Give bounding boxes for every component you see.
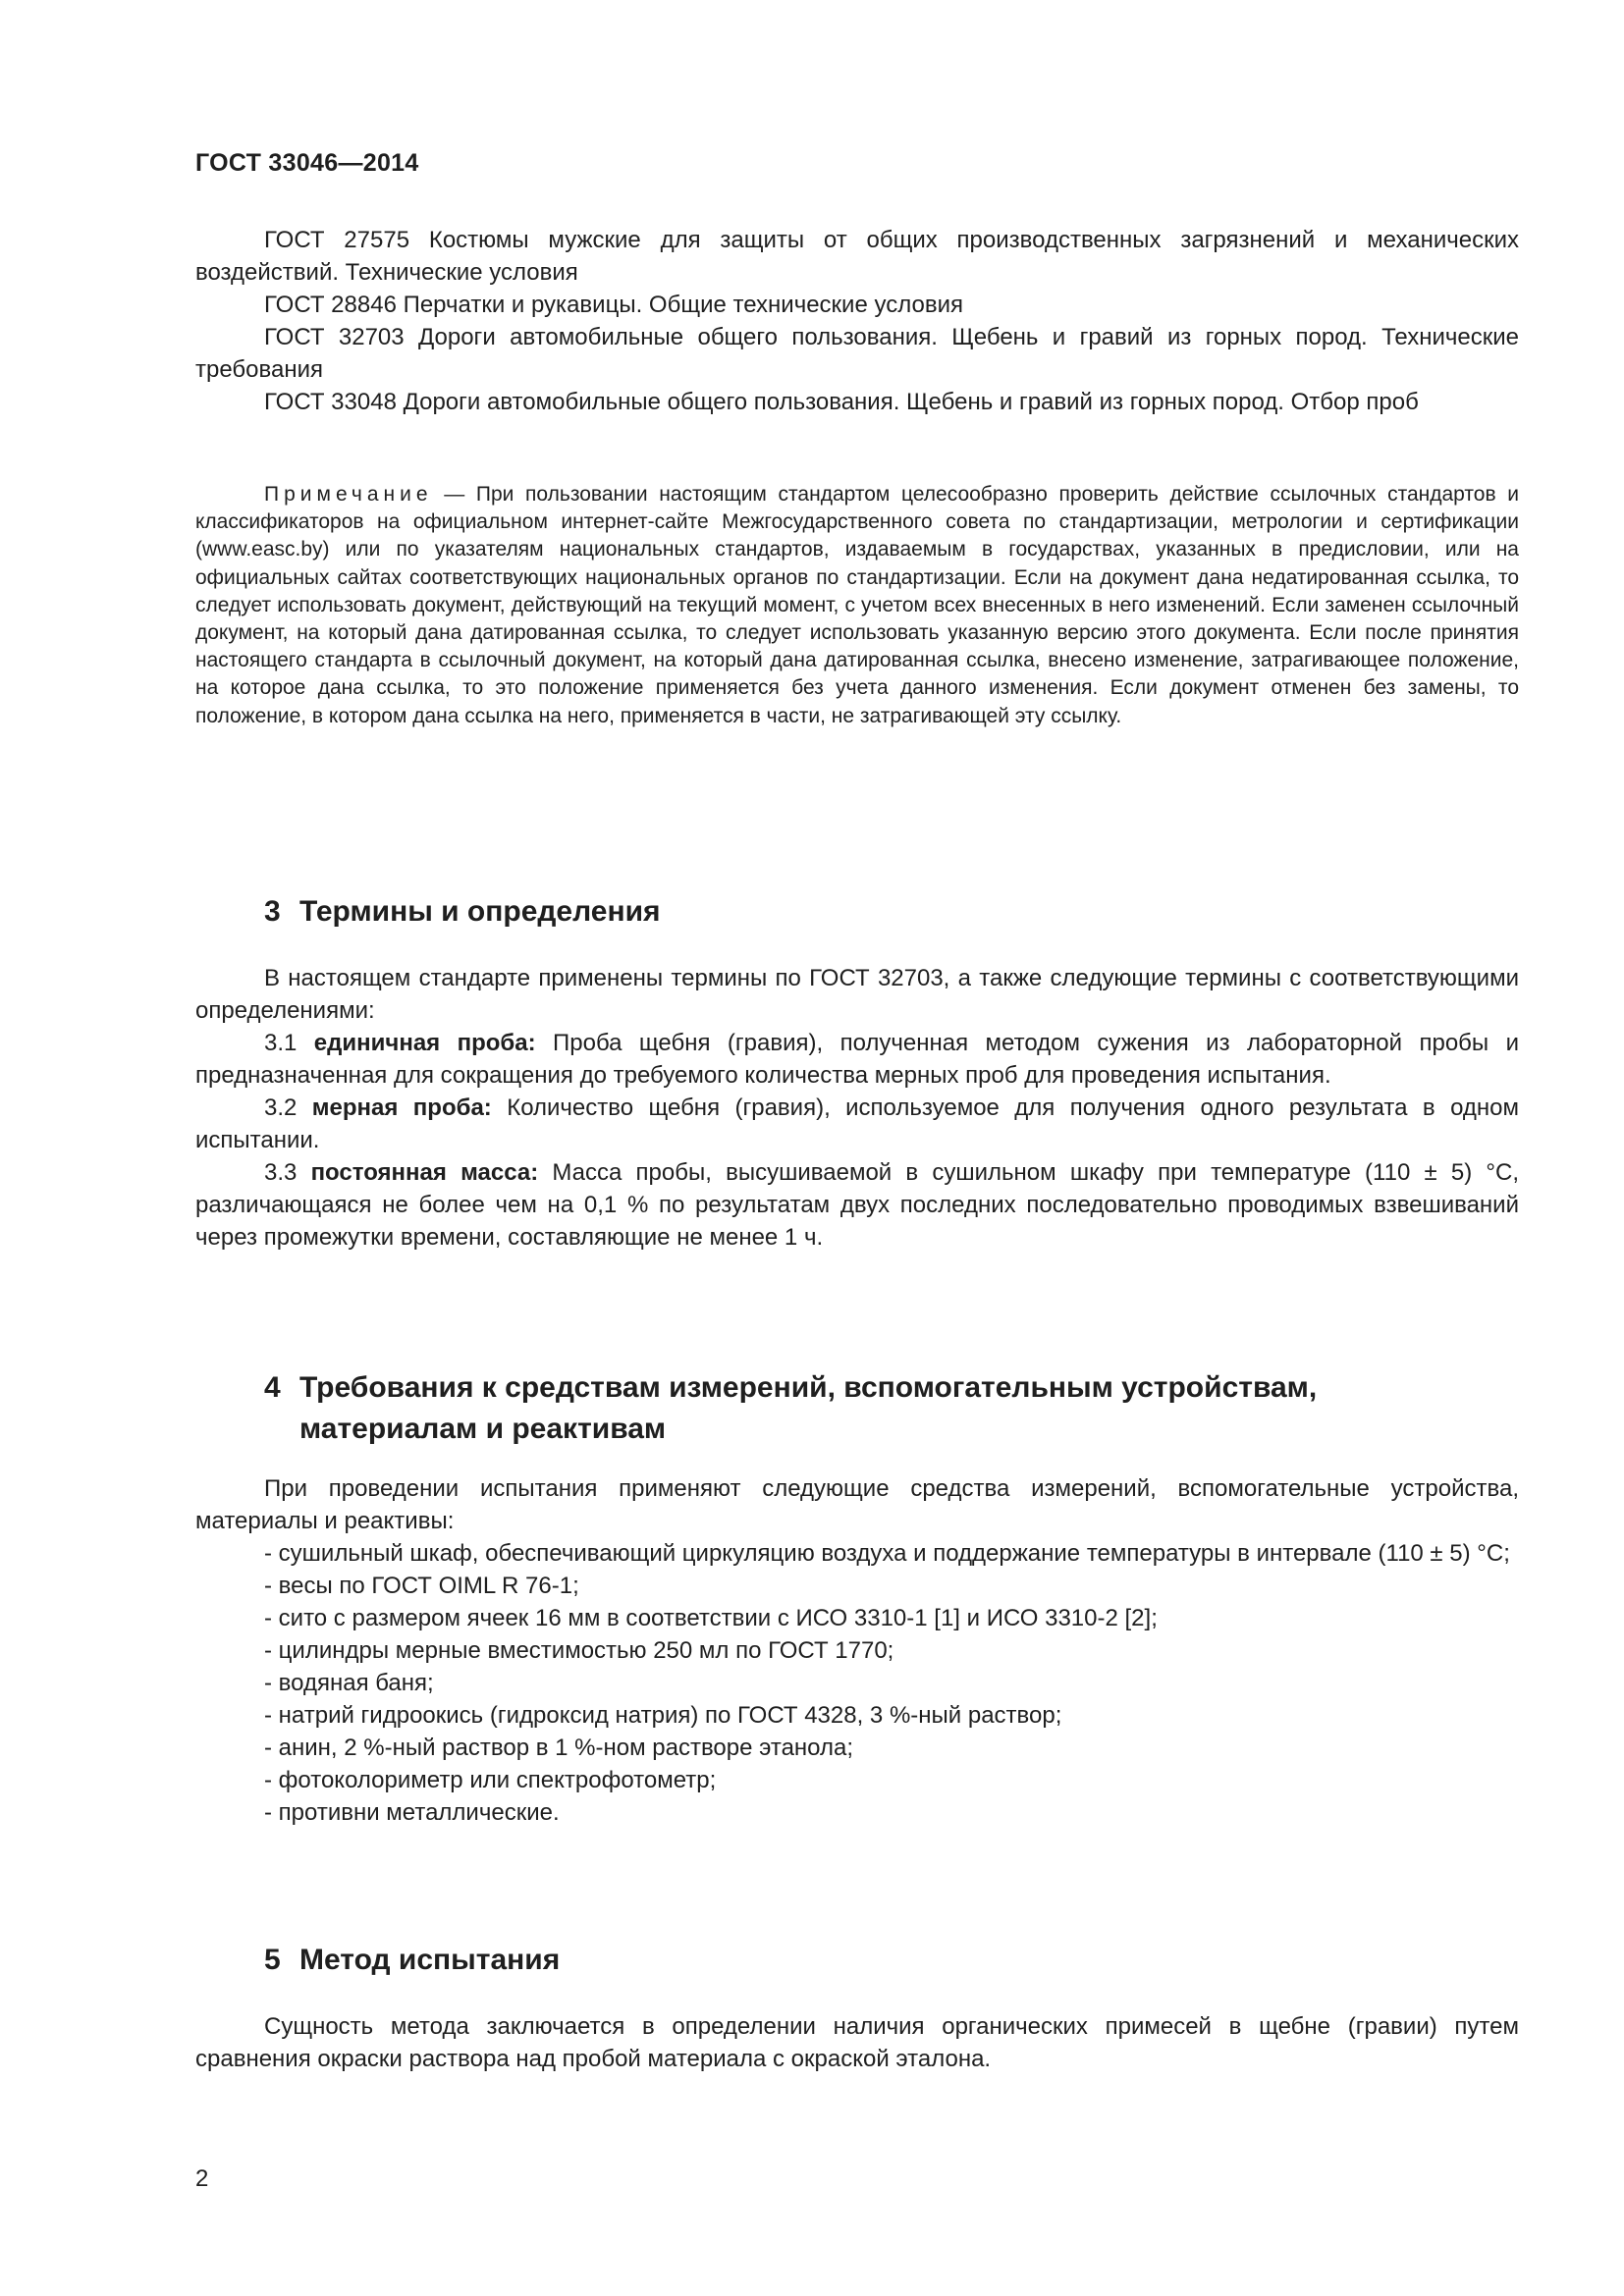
section-4-body [195,1472,1519,1829]
term-name: постоянная масса: [310,1159,539,1186]
reference-item: ГОСТ 33048 Дороги автомобильные общего пользования. Щебень и гравий из горных пород. Отбор проб [264,389,1419,415]
section-3-heading [264,891,661,933]
section-number: 4 [264,1371,281,1404]
section-intro: В настоящем стандарте применены термины по ГОСТ 32703, а также следующие термины с соответствующими определениями: [195,965,1519,1024]
note [195,481,1519,730]
term-number: 3.3 [264,1159,311,1186]
term-definition [195,1027,1519,1092]
list-item: - натрий гидроокись (гидроксид натрия) по ГОСТ 4328, 3 %-ный раствор; [264,1702,1062,1729]
list-item: - цилиндры мерные вместимостью 250 мл по ГОСТ 1770; [264,1637,894,1664]
section-title: Метод испытания [299,1944,561,1976]
term-text: Проба щебня (гравия), полученная методом сужения из лабораторной пробы и предназначенная для сокращения до требуемого количества мерных проб для проведения испытания. [195,1030,1520,1089]
list-item: - противни металлические. [264,1799,560,1826]
term-definition [195,1156,1519,1254]
section-3-body [195,962,1519,1254]
term-name: мерная проба: [311,1095,492,1121]
list-item: - сушильный шкаф, обеспечивающий циркуляцию воздуха и поддержание температуры в интервале (110 ± 5) °С; [264,1540,1510,1567]
normative-references [195,224,1519,418]
section-5-body [195,2010,1519,2075]
term-name: единичная проба: [313,1030,536,1056]
section-number: 3 [264,895,281,928]
list-item: - водяная баня; [264,1670,434,1696]
section-title-line: материалам и реактивам [299,1413,667,1445]
term-text: Количество щебня (гравия), используемое для получения одного результата в одном испытании. [195,1095,1520,1153]
document-header: ГОСТ 33046—2014 [195,149,419,177]
term-number: 3.2 [264,1095,312,1121]
note-text: — При пользовании настоящим стандартом целесообразно проверить действие ссылочных стандартов и классификаторов на официальном интернет-сайте Межгосударственного совета по стандартизации, метрологии и сертификации (www.easc.by) или по указателям национальных стандартов, издаваемым в государствах, указанных в предисловии, или на официальных сайтах соответствующих национальных органов по стандартизации. Если на документ дана недатированная ссылка, то следует использовать документ, действующий на текущий момент, с учетом всех внесенных в него изменений. Если заменен ссылочный документ, на который дана датированная ссылка, то следует использовать указанную версию этого документа. Если после принятия настоящего стандарта в ссылочный документ, на который дана датированная ссылка, внесено изменение, затрагивающее положение, на которое дана ссылка, то это положение применяется без учета данного изменения. Если документ отменен без замены, то положение, в котором дана ссылка на него, применяется в части, не затрагивающей эту ссылку. [195,483,1519,727]
term-number: 3.1 [264,1030,314,1056]
section-number: 5 [264,1944,281,1976]
section-intro: При проведении испытания применяют следующие средства измерений, вспомогательные устройства, материалы и реактивы: [195,1475,1519,1534]
section-5-heading [264,1940,560,1981]
section-4-heading [264,1367,1317,1450]
reference-item: ГОСТ 32703 Дороги автомобильные общего пользования. Щебень и гравий из горных пород. Технические требования [195,324,1519,383]
reference-item: ГОСТ 27575 Костюмы мужские для защиты от общих производственных загрязнений и механических воздействий. Технические условия [195,227,1519,286]
list-item: - сито с размером ячеек 16 мм в соответствии с ИСО 3310-1 [1] и ИСО 3310-2 [2]; [264,1605,1158,1631]
section-title-line: Требования к средствам измерений, вспомогательным устройствам, [299,1371,1318,1404]
term-text: Масса пробы, высушиваемой в сушильном шкафу при температуре (110 ± 5) °С, различающаяся не более чем на 0,1 % по результатам двух последних последовательно проводимых взвешиваний через промежутки времени, составляющие не менее 1 ч. [195,1159,1519,1251]
list-item: - весы по ГОСТ OIML R 76-1; [264,1573,579,1599]
list-item: - фотоколориметр или спектрофотометр; [264,1767,717,1793]
term-definition [195,1092,1519,1156]
reference-item: ГОСТ 28846 Перчатки и рукавицы. Общие технические условия [264,292,963,318]
equipment-list [195,1537,1519,1829]
note-label: Примечание [264,483,433,506]
section-title: Термины и определения [299,895,661,928]
section-text: Сущность метода заключается в определении наличия органических примесей в щебне (гравии) путем сравнения окраски раствора над пробой материала с окраской эталона. [195,2013,1519,2072]
page-number: 2 [195,2165,209,2192]
list-item: - анин, 2 %-ный раствор в 1 %-ном растворе этанола; [264,1735,854,1761]
